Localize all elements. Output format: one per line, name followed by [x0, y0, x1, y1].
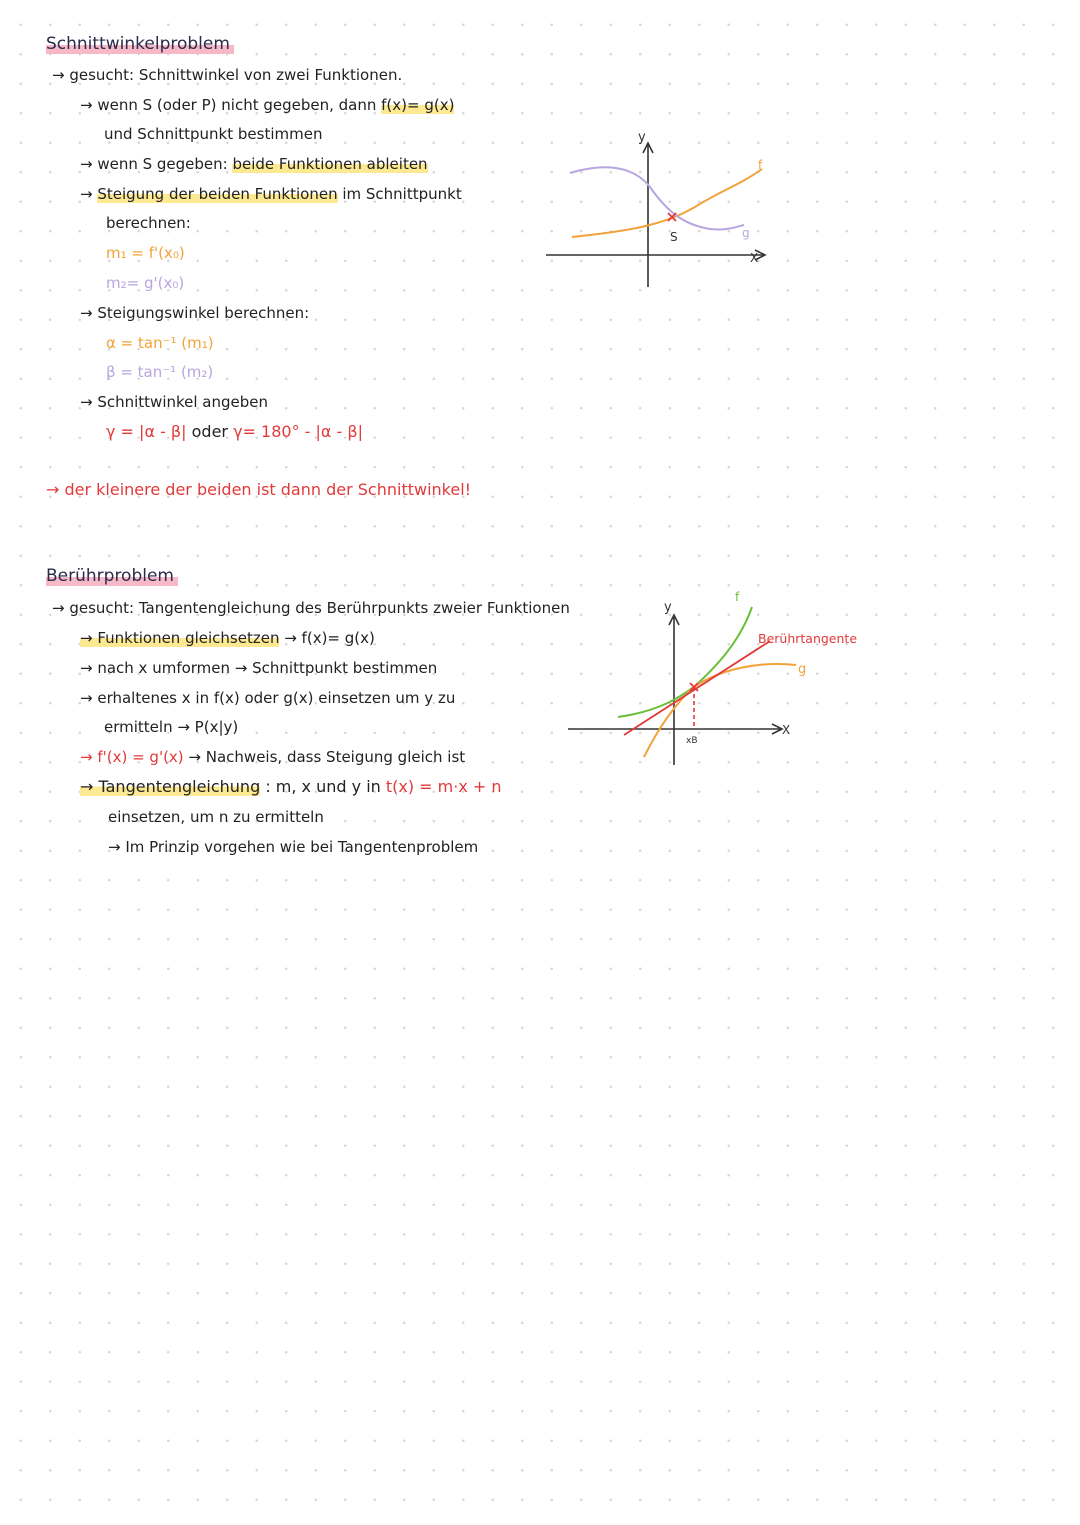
s1-formula-alpha: α = tan⁻¹ (m₁)	[106, 334, 214, 352]
s2-y-label: y	[664, 600, 672, 615]
s2-line-6b: → Nachweis, dass Steigung gleich ist	[183, 748, 466, 766]
s2-line-7a: → Tangentengleichung	[80, 777, 261, 796]
s1-line-5b: Steigung der beiden Funktionen	[97, 185, 338, 203]
s2-line-5: ermitteln → P(x|y)	[104, 718, 239, 736]
s1-point-label: S	[670, 230, 678, 244]
s2-line-1: → gesucht: Tangentengleichung des Berührpunkts zweier Funktionen	[52, 599, 570, 617]
s1-line-2a: → wenn S (oder P) nicht gegeben, dann	[80, 96, 382, 114]
s1-line-2b: f(x)= g(x)	[381, 96, 455, 114]
section1-title: Schnittwinkelproblem	[46, 34, 234, 54]
s2-line-2	[80, 628, 375, 648]
s2-line-7b: : m, x und y in	[260, 777, 386, 796]
s2-line-8: einsetzen, um n zu ermitteln	[108, 808, 324, 826]
s2-x-label: X	[782, 723, 791, 737]
s2-line-7c: t(x) = m·x + n	[385, 777, 502, 796]
s1-line-1: → gesucht: Schnittwinkel von zwei Funktionen.	[52, 66, 403, 84]
s1-curve-g	[570, 167, 744, 229]
s2-line-7	[80, 777, 502, 797]
s1-f-label: f	[758, 158, 763, 172]
s2-line-2b: → f(x)= g(x)	[279, 629, 375, 647]
s1-y-label: y	[638, 130, 646, 145]
s1-formula-m1: m₁ = f'(x₀)	[106, 244, 185, 262]
s1-line-4b: beide Funktionen ableiten	[232, 155, 428, 173]
s1-line-5c: im Schnittpunkt	[337, 185, 462, 203]
s2-tangent-line	[624, 641, 770, 735]
s1-conclusion: → der kleinere der beiden ist dann der Schnittwinkel!	[46, 480, 472, 499]
s1-line-2	[80, 95, 454, 115]
s1-line-4a: → wenn S gegeben:	[80, 155, 233, 173]
s1-gamma-1: γ = |α - β|	[106, 422, 187, 441]
s1-formula-beta: β = tan⁻¹ (m₂)	[106, 363, 214, 381]
s2-diagram	[560, 585, 880, 775]
s2-xb-label: xB	[686, 736, 698, 746]
s2-curve-f	[618, 607, 752, 717]
s1-line-12: → Schnittwinkel angeben	[80, 393, 269, 411]
s2-curve-g	[644, 664, 796, 757]
s2-f-label: f	[735, 590, 740, 604]
s2-line-6	[80, 747, 465, 767]
s2-line-9: → Im Prinzip vorgehen wie bei Tangentenproblem	[108, 838, 479, 856]
s1-line-3: und Schnittpunkt bestimmen	[104, 125, 323, 143]
s2-line-3: → nach x umformen → Schnittpunkt bestimmen	[80, 659, 438, 677]
s2-g-label: g	[798, 662, 807, 677]
s1-g-label: g	[742, 226, 750, 240]
section2-title: Berührproblem	[46, 566, 178, 586]
s2-line-2a: → Funktionen gleichsetzen	[80, 629, 280, 647]
s1-line-9: → Steigungswinkel berechnen:	[80, 304, 310, 322]
s1-gamma-2: γ= 180° - |α - β|	[233, 422, 364, 441]
s1-line-6: berechnen:	[106, 214, 191, 232]
s1-line-13	[106, 422, 363, 442]
s2-tangent-label: Berührtangente	[758, 631, 858, 646]
s1-x-label: X	[750, 251, 759, 265]
s1-diagram	[540, 125, 790, 295]
s1-line-4	[80, 154, 428, 174]
s2-line-4: → erhaltenes x in f(x) oder g(x) einsetzen um y zu	[80, 689, 456, 707]
s1-oder: oder	[186, 422, 234, 441]
s2-line-6a: → f'(x) = g'(x)	[80, 748, 184, 766]
s1-line-5a: →	[80, 185, 98, 203]
s1-line-5	[80, 184, 462, 204]
s1-formula-m2: m₂= g'(x₀)	[106, 274, 185, 292]
